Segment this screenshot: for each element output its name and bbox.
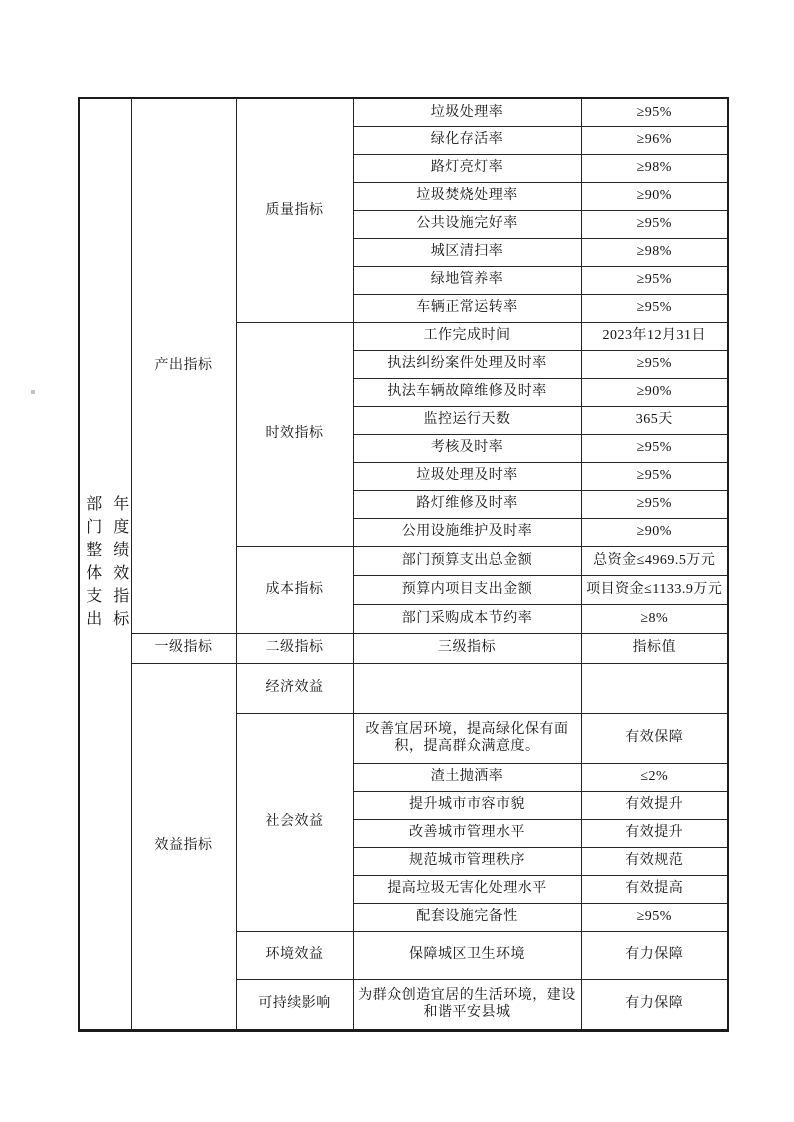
vertical-label — [83, 495, 128, 633]
indicator-value-cell: ≥90% — [581, 182, 728, 210]
indicator-value-cell: ≥95% — [581, 210, 728, 238]
indicator-value-cell: 项目资金≤1133.9万元 — [581, 575, 728, 604]
output-section-label: 产出指标 — [131, 98, 236, 633]
indicator-value-cell: 有效提高 — [581, 875, 728, 903]
header-level2: 二级指标 — [236, 633, 353, 663]
indicator-name-cell: 渣土抛洒率 — [353, 763, 581, 791]
indicator-name-cell: 规范城市管理秩序 — [353, 847, 581, 875]
indicator-value-cell: ≥96% — [581, 126, 728, 154]
social-section-label: 社会效益 — [236, 713, 353, 931]
indicator-name-cell: 改善宜居环境，提高绿化保有面积，提高群众满意度。 — [353, 713, 581, 763]
indicator-value-cell: 2023年12月31日 — [581, 322, 728, 350]
indicator-value-cell: 有效保障 — [581, 713, 728, 763]
indicator-name-cell: 保障城区卫生环境 — [353, 931, 581, 979]
vertical-label-left: 部门整体支出 — [83, 494, 101, 633]
indicator-value-cell: 有效提升 — [581, 819, 728, 847]
indicator-name-cell: 车辆正常运转率 — [353, 294, 581, 322]
indicator-value-cell: ≥95% — [581, 903, 728, 931]
indicator-name-cell: 监控运行天数 — [353, 406, 581, 434]
benefit-section-label: 效益指标 — [131, 663, 236, 1030]
indicator-value-cell: ≥8% — [581, 604, 728, 633]
indicator-value-cell: 有力保障 — [581, 931, 728, 979]
timeliness-section-label: 时效指标 — [236, 322, 353, 546]
indicator-value-cell: 有效规范 — [581, 847, 728, 875]
table-header-row — [79, 633, 728, 663]
indicator-value-cell: ≥95% — [581, 350, 728, 378]
indicator-value-cell: ≥95% — [581, 98, 728, 126]
indicator-value-cell: 365天 — [581, 406, 728, 434]
indicator-value-cell — [581, 663, 728, 713]
indicator-value-cell: 总资金≤4969.5万元 — [581, 546, 728, 575]
indicator-name-cell: 考核及时率 — [353, 434, 581, 462]
indicator-name-cell: 垃圾处理率 — [353, 98, 581, 126]
indicator-value-cell: 有力保障 — [581, 979, 728, 1030]
economic-section-label: 经济效益 — [236, 663, 353, 713]
indicator-name-cell: 为群众创造宜居的生活环境，建设和谐平安县城 — [353, 979, 581, 1030]
economic-row — [79, 663, 728, 713]
indicator-name-cell — [353, 663, 581, 713]
indicator-name-cell: 改善城市管理水平 — [353, 819, 581, 847]
indicator-name-cell: 公用设施维护及时率 — [353, 518, 581, 546]
indicator-value-cell: ≥90% — [581, 378, 728, 406]
indicator-value-cell: ≥98% — [581, 154, 728, 182]
environment-section-label: 环境效益 — [236, 931, 353, 979]
indicator-value-cell: 有效提升 — [581, 791, 728, 819]
header-level1: 一级指标 — [131, 633, 236, 663]
indicator-name-cell: 执法车辆故障维修及时率 — [353, 378, 581, 406]
indicator-value-cell: ≥90% — [581, 518, 728, 546]
indicator-value-cell: ≥95% — [581, 266, 728, 294]
indicator-name-cell: 垃圾处理及时率 — [353, 462, 581, 490]
quality-section-label: 质量指标 — [236, 98, 353, 322]
header-value: 指标值 — [581, 633, 728, 663]
indicator-name-cell: 提高垃圾无害化处理水平 — [353, 875, 581, 903]
indicator-value-cell: ≥98% — [581, 238, 728, 266]
indicator-value-cell: ≤2% — [581, 763, 728, 791]
indicator-value-cell: ≥95% — [581, 462, 728, 490]
indicator-name-cell: 路灯维修及时率 — [353, 490, 581, 518]
indicator-name-cell: 提升城市市容市貌 — [353, 791, 581, 819]
row-group-label-cell — [79, 98, 131, 1030]
indicator-name-cell: 绿化存活率 — [353, 126, 581, 154]
indicator-name-cell: 垃圾焚烧处理率 — [353, 182, 581, 210]
vertical-label-right: 年度绩效指标 — [110, 494, 128, 633]
cost-section-label: 成本指标 — [236, 546, 353, 633]
indicator-name-cell: 公共设施完好率 — [353, 210, 581, 238]
indicator-name-cell: 预算内项目支出金额 — [353, 575, 581, 604]
indicator-name-cell: 执法纠纷案件处理及时率 — [353, 350, 581, 378]
performance-indicator-table — [78, 97, 729, 1032]
indicator-name-cell: 部门采购成本节约率 — [353, 604, 581, 633]
indicator-name-cell: 路灯亮灯率 — [353, 154, 581, 182]
indicator-name-cell: 配套设施完备性 — [353, 903, 581, 931]
indicator-name-cell: 绿地管养率 — [353, 266, 581, 294]
indicator-name-cell: 工作完成时间 — [353, 322, 581, 350]
indicator-value-cell: ≥95% — [581, 434, 728, 462]
indicator-value-cell: ≥95% — [581, 294, 728, 322]
header-level3: 三级指标 — [353, 633, 581, 663]
indicator-name-cell: 部门预算支出总金额 — [353, 546, 581, 575]
quality-row — [79, 98, 728, 126]
scan-speck-artifact — [31, 390, 35, 394]
sustainable-section-label: 可持续影响 — [236, 979, 353, 1030]
indicator-value-cell: ≥95% — [581, 490, 728, 518]
indicator-name-cell: 城区清扫率 — [353, 238, 581, 266]
